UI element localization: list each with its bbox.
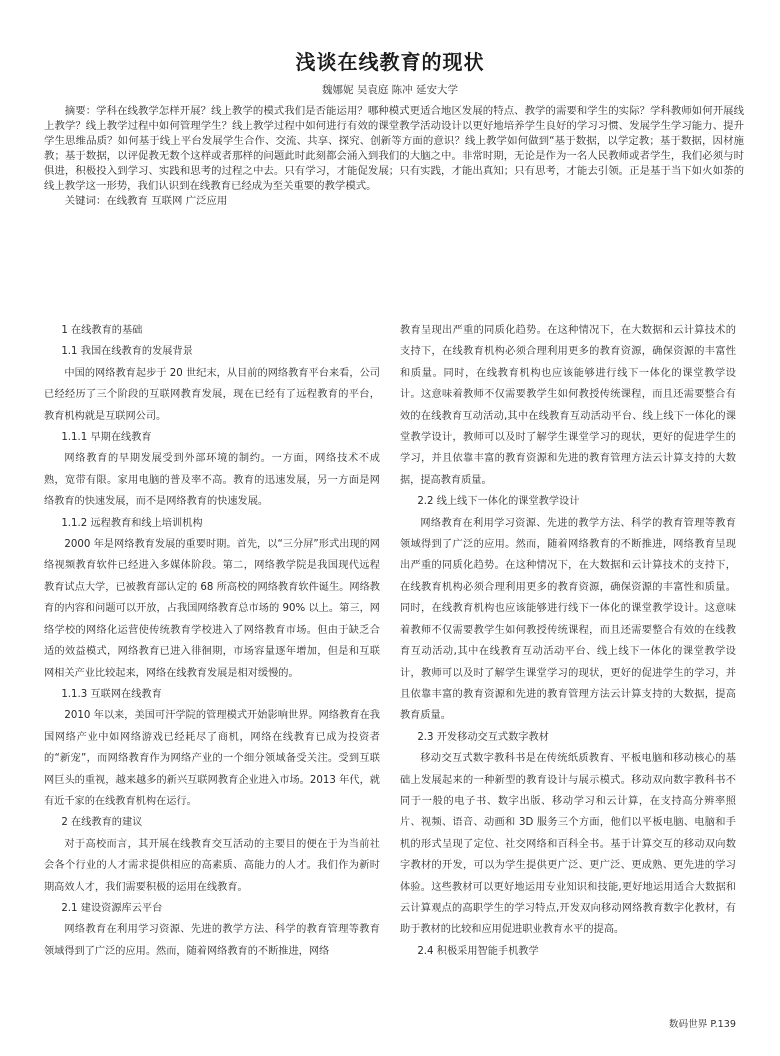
right-column-section-heading: 2.2 线上线下一体化的课堂教学设计 — [417, 496, 580, 508]
keywords-text: 关键词：在线教育 互联网 广泛应用 — [64, 195, 228, 207]
left-column-section-heading: 2 在线教育的建议 — [61, 817, 143, 829]
page-footer: 数码世界 P.139 — [668, 1019, 736, 1030]
left-column-section-heading: 1.1.1 早期在线教育 — [61, 432, 152, 444]
author-line: 魏娜妮 吴袁庭 陈冲 延安大学 — [321, 84, 458, 96]
left-column-paragraph: 2000 年是网络教育发展的重要时期。首先，以“三分屏”形式出现的网络视频教育软件已经进入多媒体阶段。第二，网络教学院是我国现代远程教育试点大学，已被教育部认定的 68 所高校的网络教育软件诞生。网络教育的内容和问题可以开放，占我国网络教育总市场的 90% 以上。第三，网络学校的网络化运营使传统教育学校进入了网络教育市场。但由于缺乏合适的效益模式，网络教育已进入徘徊期，市场容量逐年增加，但是和互联网相关产业比较起来，网络在线教育发展是相对缓慢的。 — [44, 539, 380, 679]
paper-title: 浅谈在线教育的现状 — [295, 50, 485, 74]
right-column — [400, 320, 736, 962]
left-column-section-heading: 1.1 我国在线教育的发展背景 — [61, 346, 193, 358]
left-column — [44, 320, 380, 962]
left-column-section-heading: 1 在线教育的基础 — [61, 325, 143, 336]
left-column-paragraph: 网络教育的早期发展受到外部环境的制约。一方面，网络技术不成熟，宽带有限。家用电脑的普及率不高。教育的迅速发展，另一方面是网络教育的快速发展，而不是网络教育的快速发展。 — [44, 453, 380, 508]
right-column-section-heading: 2.4 积极采用智能手机教学 — [417, 945, 539, 957]
left-column-paragraph: 网络教育在利用学习资源、先进的教学方法、科学的教育管理等教育领域得到了广泛的应用。然而，随着网络教育的不断推进，网络 — [44, 924, 380, 957]
left-column-paragraph: 中国的网络教育起步于 20 世纪末，从目前的网络教育平台来看，公司已经经历了三个阶段的互联网教育发展，现在已经有了远程教育的平台，教育机构就是互联网公司。 — [44, 367, 380, 422]
abstract-section — [44, 104, 744, 209]
left-column-section-heading: 2.1 建设资源库云平台 — [61, 902, 163, 914]
left-column-paragraph: 2010 年以来，美国可汗学院的管理模式开始影响世界。网络教育在我国网络产业中如网络游戏已经耗尽了商机，网络在线教育已成为投资者的“新宠”，而网络教育作为网络产业的一个细分领域备受关注。受到互联网巨头的重视，越来越多的新兴互联网教育企业进入市场。2013 年代，就有近千家的在线教育机构在运行。 — [44, 710, 380, 807]
left-column-section-heading: 1.1.3 互联网在线教育 — [61, 688, 162, 700]
right-column-section-heading: 2.3 开发移动交互式数字教材 — [417, 731, 549, 743]
left-column-section-heading: 1.1.2 远程教育和线上培训机构 — [61, 517, 203, 529]
right-column-paragraph: 网络教育在利用学习资源、先进的教学方法、科学的教育管理等教育领域得到了广泛的应用。然而，随着网络教育的不断推进，网络教育呈现出严重的同质化趋势。在这种情况下，在大数据和云计算技术的支持下，在线教育机构必须合理利用更多的教育资源，确保资源的丰富性和质量。同时，在线教育机构也应该能够进行线下一体化的课堂教学设计。这意味着教师不仅需要教学生如何教授传统课程，而且还需要整合有效的在线教育互动活动,其中在线教育互动活动平台、线上线下一体化的课堂教学设计，教师可以及时了解学生课堂学习的现状，更好的促进学生的学习，并且依靠丰富的教育资源和先进的教育管理方法云计算支持的大数据，提高教育质量。 — [400, 517, 736, 722]
right-column-paragraph: 教育呈现出严重的同质化趋势。在这种情况下，在大数据和云计算技术的支持下，在线教育机构必须合理利用更多的教育资源，确保资源的丰富性和质量。同时，在线教育机构也应该能够进行线下一体化的课堂教学设计。这意味着教师不仅需要教学生如何教授传统课程，而且还需要整合有效的在线教育互动活动,其中在线教育互动活动平台、线上线下一体化的课堂教学设计，教师可以及时了解学生课堂学习的现状，更好的促进学生的学习，并且依靠丰富的教育资源和先进的教育管理方法云计算支持的大数据，提高教育质量。 — [400, 325, 736, 486]
abstract-text: 摘要：学科在线教学怎样开展？线上教学的模式我们是否能运用？哪种模式更适合地区发展的特点、教学的需要和学生的实际？学科教师如何开展线上教学？线上教学过程中如何管理学生？线上教学过程中如何进行有效的课堂教学活动设计以更好地培养学生良好的学习习惯、发展学生学习能力、提升学生思维品质？如何基于线上平台发展学生合作、交流、共享、探究、创新等方面的意识？线上教学如何做到“基于数据，以学定教；基于数据，因材施教；基于数据，以评促教无数个这样或者那样的问题此时此刻都会涌入到我们的大脑之中。非常时期，无论是作为一名人民教师或者学生，我们必须与时俱进，积极投入到学习、实践和思考的过程之中去。只有学习，才能促发展；只有实践，才能出真知；只有思考，才能去引领。正是基于当下如火如荼的线上教学这一形势，我们认识到在线教育已经成为至关重要的教学模式。 — [44, 105, 744, 192]
left-column-paragraph: 对于高校而言，其开展在线教育交互活动的主要目的便在于为当前社会各个行业的人才需求提供相应的高素质、高能力的人才。我们作为新时期高效人才，我们需要积极的运用在线教育。 — [44, 838, 380, 893]
right-column-paragraph: 移动交互式数字教科书是在传统纸质教育、平板电脑和移动核心的基础上发展起来的一种新型的教育设计与展示模式。移动双向数字教科书不同于一般的电子书、数字出版、移动学习和云计算，在支持高分辨率照片、视频、语音、动画和 3D 服务三个方面，他们以平板电脑、电脑和手机的形式呈现了定位、社交网络和百科全书。基于计算交互的移动双向数字教材的开发，可以为学生提供更广泛、更广泛、更成熟、更先进的学习体验。这些教材可以更好地运用专业知识和技能,更好地运用适合大数据和云计算观点的高职学生的学习特点,开发双向移动网络教育数字化教材，有助于教材的比较和应用促进职业教育水平的提高。 — [400, 753, 736, 936]
